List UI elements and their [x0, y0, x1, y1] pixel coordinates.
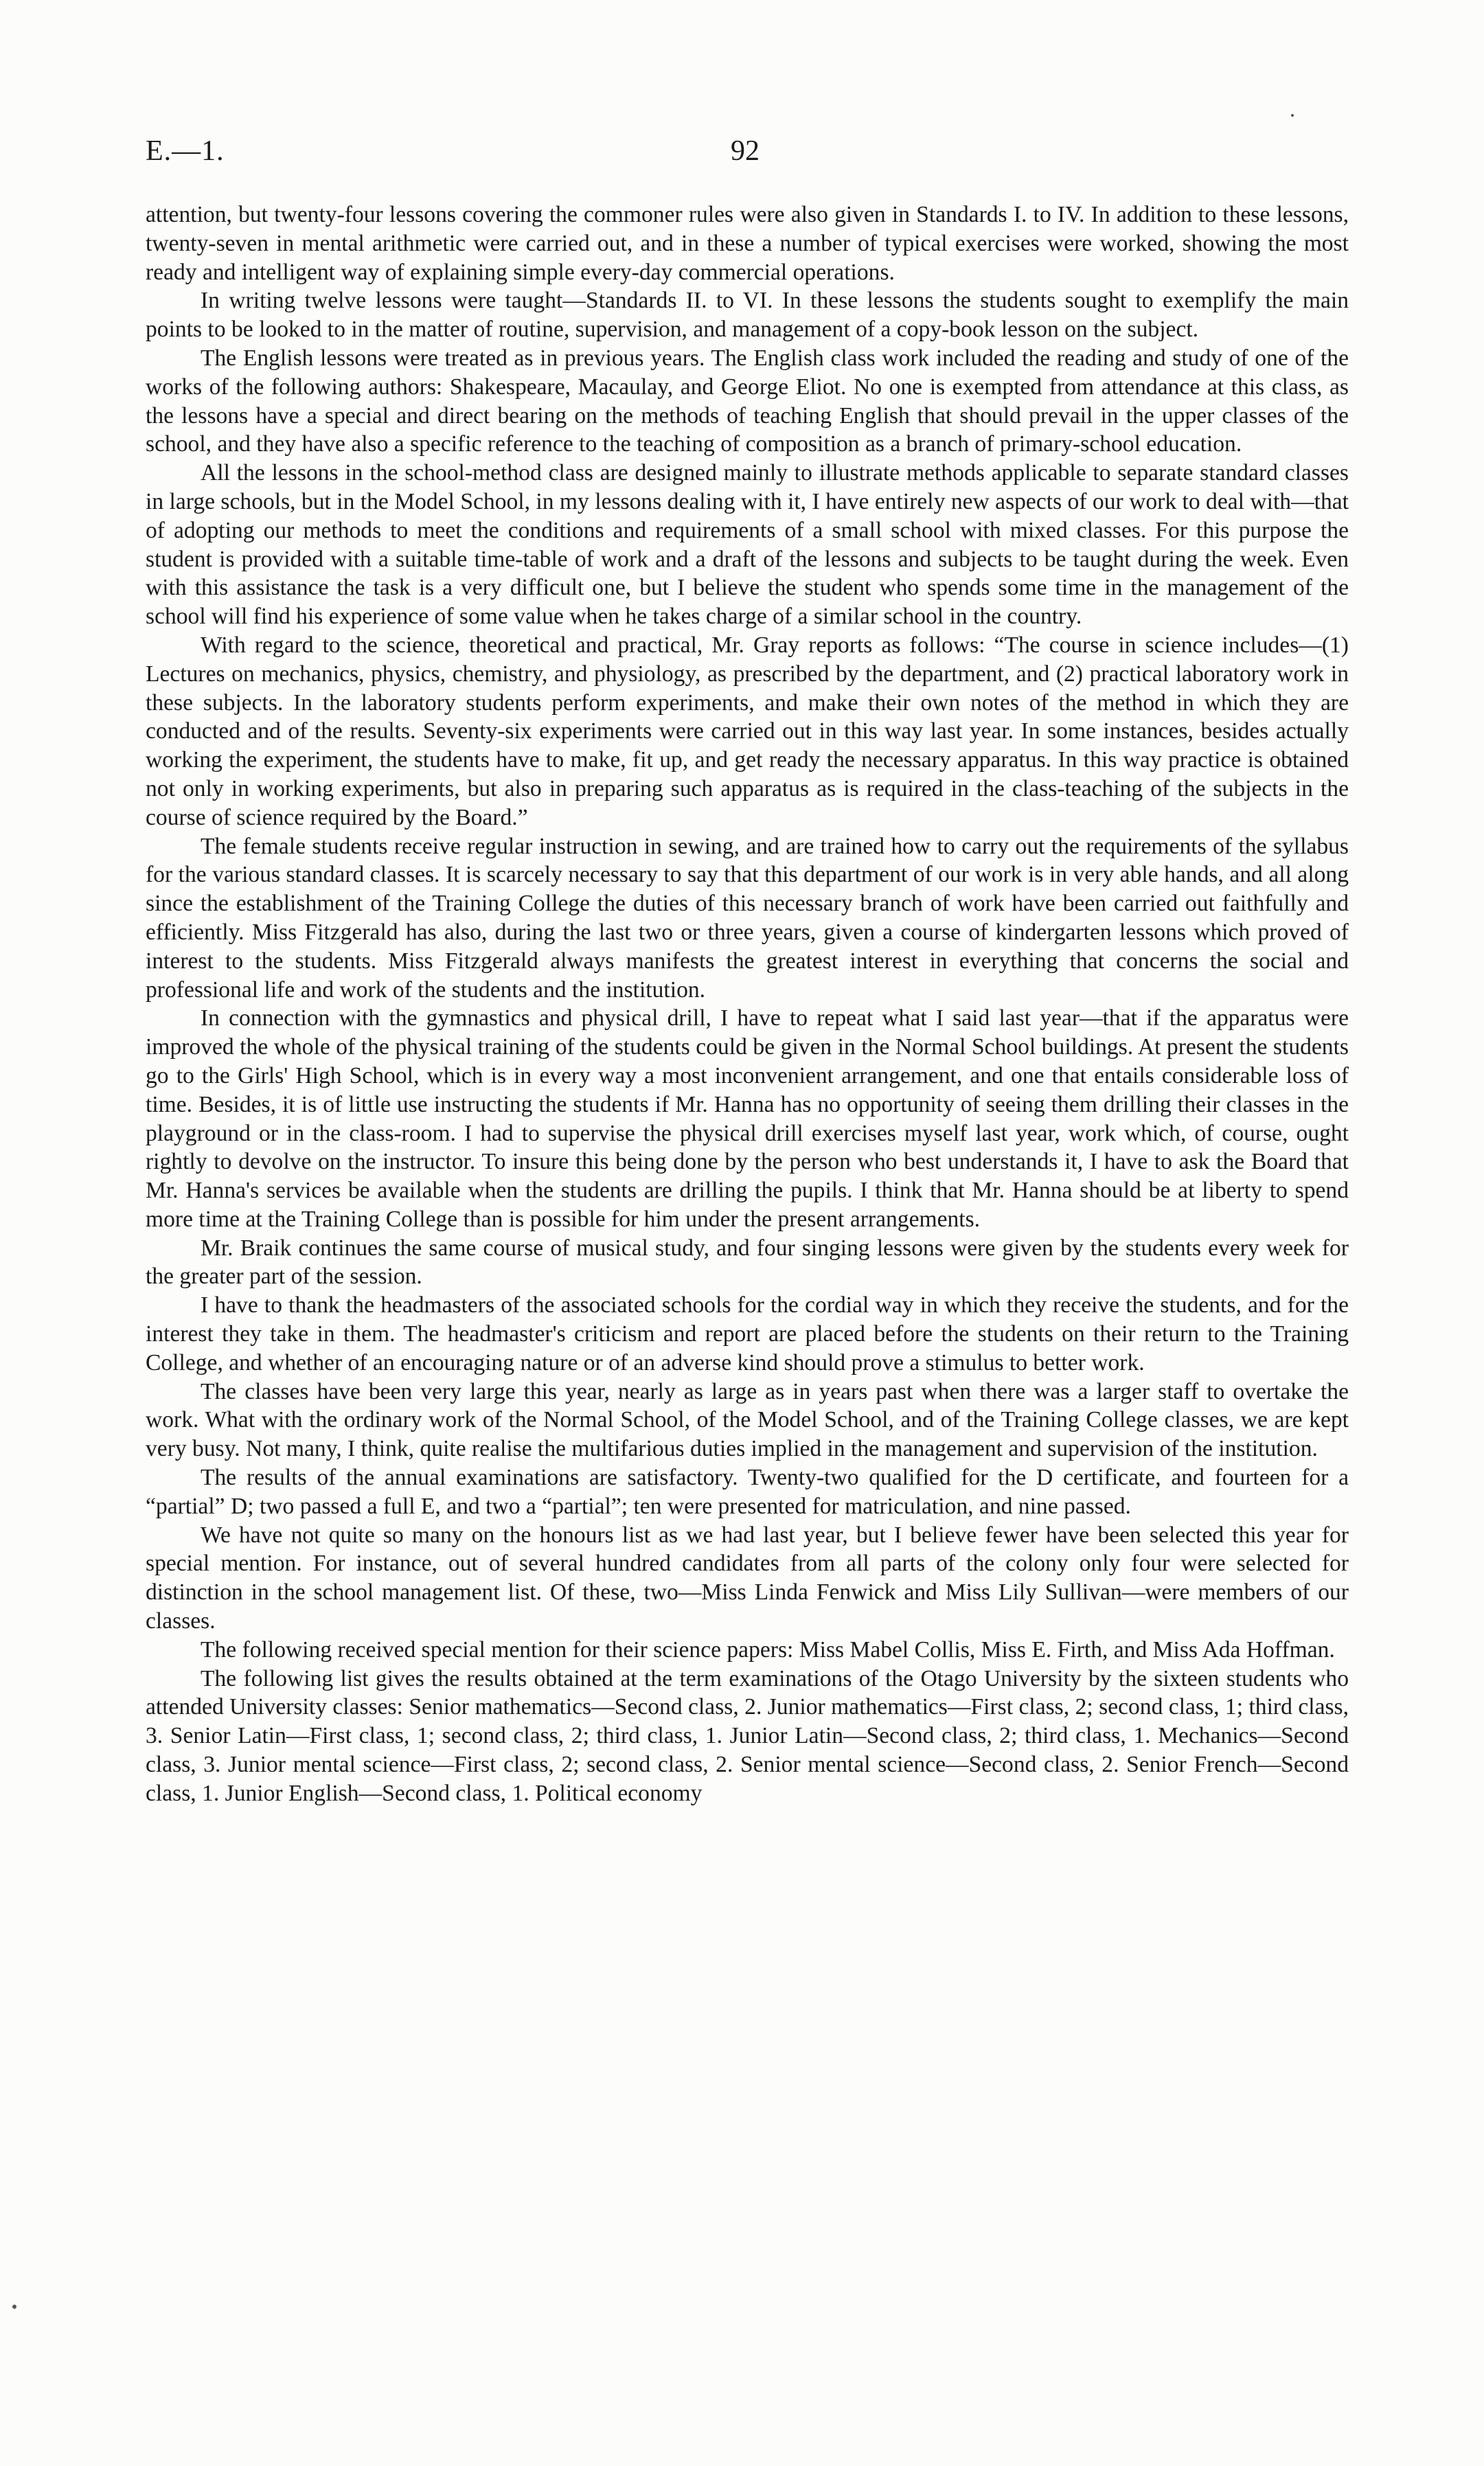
page-header: [146, 135, 1347, 176]
paragraph-sewing: The female students receive regular instruction in sewing, and are trained how to carry out the requirements of the syllabus for the various standard classes. It is scarcely necessary to say that this department of our work is in very able hands, and all along since the establishment of the Training College the duties of this necessary branch of work have been carried out faithfully and efficiently. Miss Fitzgerald has also, during the last two or three years, given a course of kindergarten lessons which proved of interest to the students. Miss Fitzgerald always manifests the greatest interest in everything that concerns the social and professional life and work of the students and the institution.: [146, 833, 1349, 1003]
paragraph-headmasters: I have to thank the headmasters of the associated schools for the cordial way in which they receive the students, and for the interest they take in them. The headmaster's criticism and report are placed before the students on their return to the Training College, and whether of an encouraging nature or of an adverse kind should prove a stimulus to better work.: [146, 1292, 1349, 1375]
print-speck: [1291, 114, 1294, 117]
paragraph-results: The results of the annual examinations are satisfactory. Twenty-two qualified for the D certificate, and fourteen for a “partial” D; two passed a full E, and two a “partial”; ten were presented for matriculation, and nine passed.: [146, 1465, 1349, 1519]
paragraph-arithmetic-continued: attention, but twenty-four lessons covering the commoner rules were also given in Standards I. to IV. In addition to these lessons, twenty-seven in mental arithmetic were carried out, and in these a number of typical exercises were worked, showing the most ready and intelligent way of explaining simple every-day commercial operations.: [146, 202, 1349, 285]
paragraph-science: With regard to the science, theoretical and practical, Mr. Gray reports as follows: “The course in science includes—(1) Lectures on mechanics, physics, chemistry, and physiology, as prescribed by the department, and (2) practical laboratory work in these subjects. In the laboratory students perform experiments, and make their own notes of the method in which they are conducted and of the results. Seventy-six experiments were carried out in this way last year. In some instances, besides actually working the experiment, the students have to make, fit up, and get ready the necessary apparatus. In this way practice is obtained not only in working experiments, but also in preparing such apparatus as is required in the class-teaching of the subjects in the course of science required by the Board.”: [146, 632, 1349, 830]
paragraph-classes: The classes have been very large this year, nearly as large as in years past when there was a larger staff to overtake the work. What with the ordinary work of the Normal School, of the Model School, and of the Training College classes, we are kept very busy. Not many, I think, quite realise the multifarious duties implied in the management and supervision of the institution.: [146, 1378, 1349, 1462]
paragraph-university-results: The following list gives the results obtained at the term examinations of the Otago University by the sixteen students who attended University classes: Senior mathematics—Second class, 2. Junior mathematics—First class, 2; second class, 1; third class, 3. Senior Latin—First class, 1; second class, 2; third class, 1. Junior Latin—Second class, 2; third class, 1. Mechanics—Second class, 3. Junior mental science—First class, 2; second class, 2. Senior mental science—Second class, 2. Senior French—Second class, 1. Junior English—Second class, 1. Political economy: [146, 1665, 1349, 1806]
page-number: 92: [731, 135, 760, 167]
document-id: E.—1.: [146, 135, 225, 167]
paragraph-honours: We have not quite so many on the honours list as we had last year, but I believe fewer have been selected this year for special mention. For instance, out of several hundred candidates from all parts of the colony only four were selected for distinction in the school management list. Of these, two—Miss Linda Fenwick and Miss Lily Sullivan—were members of our classes.: [146, 1522, 1349, 1634]
paragraph-gymnastics: In connection with the gymnastics and physical drill, I have to repeat what I said last year—that if the apparatus were improved the whole of the physical training of the students could be given in the Normal School buildings. At present the students go to the Girls' High School, which is in every way a most inconvenient arrangement, and one that entails considerable loss of time. Besides, it is of little use instructing the students if Mr. Hanna has no opportunity of seeing them drilling their classes in the playground or in the class-room. I had to supervise the physical drill exercises myself last year, work which, of course, ought rightly to devolve on the instructor. To insure this being done by the person who best understands it, I have to ask the Board that Mr. Hanna's services be available when the students are drilling the pupils. I think that Mr. Hanna should be at liberty to spend more time at the Training College than is possible for him under the present arrangements.: [146, 1005, 1349, 1232]
print-speck: [12, 2305, 16, 2309]
paragraph-music: Mr. Braik continues the same course of musical study, and four singing lessons were given by the students every week for the greater part of the session.: [146, 1235, 1349, 1290]
paragraph-english: The English lessons were treated as in previous years. The English class work included the reading and study of one of the works of the following authors: Shakespeare, Macaulay, and George Eliot. No one is exempted from attendance at this class, as the lessons have a special and direct bearing on the methods of teaching English that should prevail in the upper classes of the school, and they have also a specific reference to the teaching of composition as a branch of primary-school education.: [146, 345, 1349, 457]
paragraph-writing: In writing twelve lessons were taught—Standards II. to VI. In these lessons the students sought to exemplify the main points to be looked to in the matter of routine, supervision, and management of a copy-book lesson on the subject.: [146, 288, 1349, 343]
body-text: [146, 201, 1349, 1808]
paragraph-science-mention: The following received special mention for their science papers: Miss Mabel Collis, Miss E. Firth, and Miss Ada Hoffman.: [201, 1636, 1335, 1663]
paragraph-school-method: All the lessons in the school-method class are designed mainly to illustrate methods applicable to separate standard classes in large schools, but in the Model School, in my lessons dealing with it, I have entirely new aspects of our work to deal with—that of adopting our methods to meet the conditions and requirements of a small school with mixed classes. For this purpose the student is provided with a suitable time-table of work and a draft of the lessons and subjects to be taught during the week. Even with this assistance the task is a very difficult one, but I believe the student who spends some time in the management of the school will find his experience of some value when he takes charge of a similar school in the country.: [146, 460, 1349, 630]
